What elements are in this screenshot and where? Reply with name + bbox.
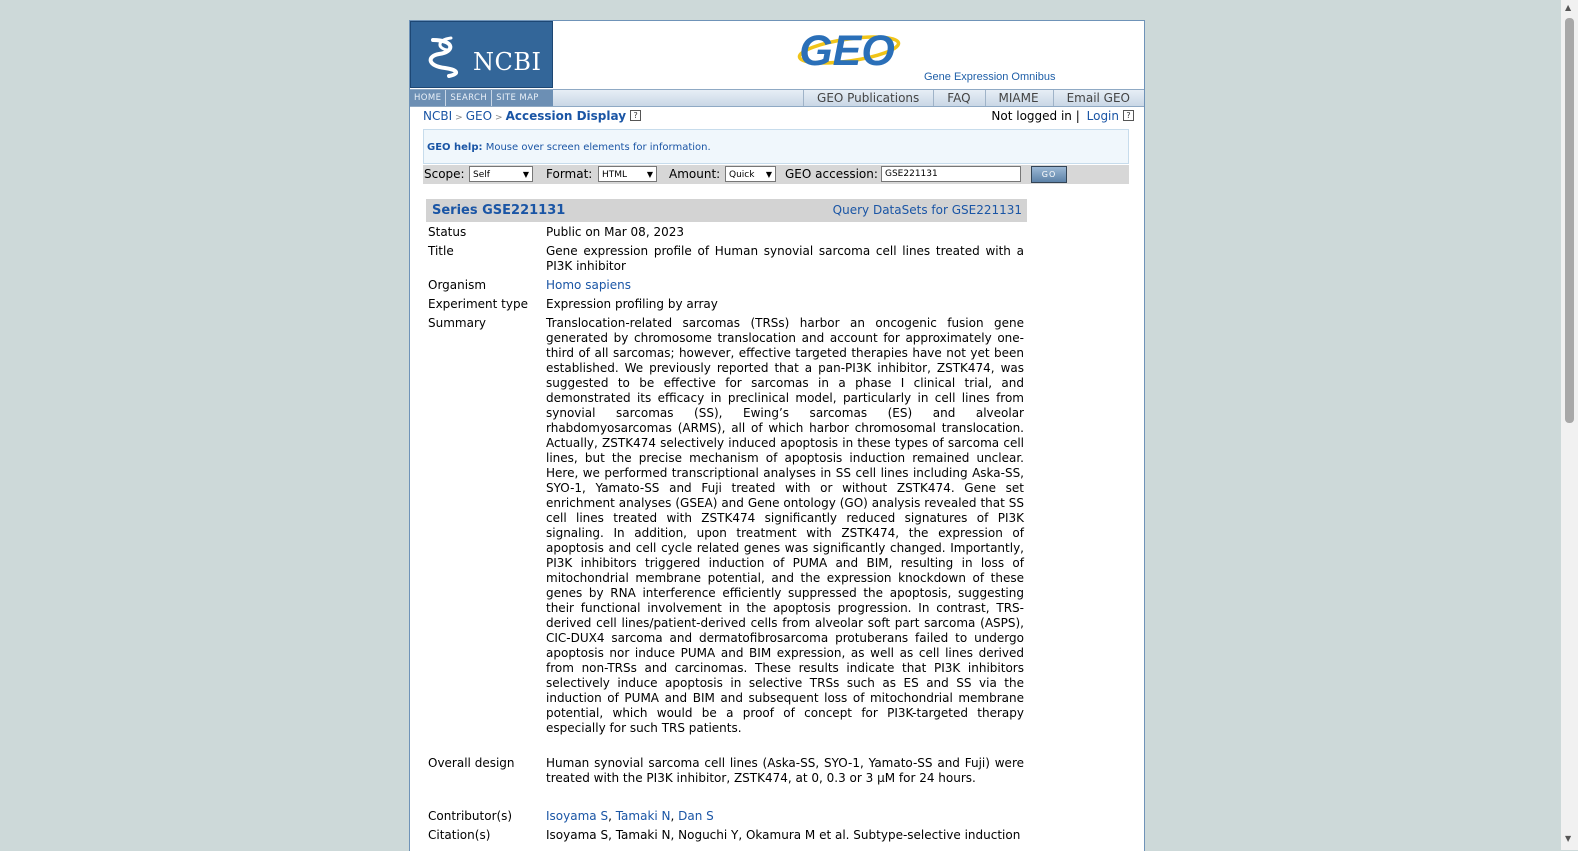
chevron-down-icon: ▼	[646, 170, 653, 179]
nav-search[interactable]: SEARCH	[446, 90, 492, 106]
contributor-link[interactable]: Dan S	[678, 809, 714, 823]
login-divider: |	[1075, 109, 1080, 123]
citation-value: Isoyama S, Tamaki N, Noguchi Y, Okamura M et al. Subtype-selective induction	[546, 828, 1021, 842]
breadcrumb-ncbi[interactable]: NCBI	[423, 109, 453, 123]
nav-geo-publications[interactable]: GEO Publications	[803, 90, 933, 106]
amount-select[interactable]	[725, 166, 776, 182]
amount-label: Amount:	[669, 167, 721, 181]
ncbi-logo[interactable]	[410, 21, 553, 88]
help-text: Mouse over screen elements for information.	[485, 142, 711, 153]
help-icon[interactable]: ?	[630, 110, 641, 121]
experiment-type-value: Expression profiling by array	[546, 297, 718, 311]
breadcrumb	[423, 109, 641, 123]
title-label: Title	[428, 244, 454, 258]
overall-design-label: Overall design	[428, 756, 515, 770]
query-datasets-link[interactable]: Query DataSets for GSE221131	[832, 203, 1022, 217]
page-container	[409, 20, 1145, 851]
format-label: Format:	[546, 167, 593, 181]
scroll-thumb[interactable]	[1565, 18, 1574, 423]
ncbi-nav	[410, 90, 553, 106]
breadcrumb-separator: >	[495, 113, 503, 123]
summary-label: Summary	[428, 316, 486, 330]
status-value: Public on Mar 08, 2023	[546, 225, 684, 239]
contributors-label: Contributor(s)	[428, 809, 513, 823]
breadcrumb-current: Accession Display	[505, 109, 627, 123]
geo-nav	[803, 90, 1144, 106]
scope-select[interactable]	[469, 166, 533, 182]
scroll-up-icon[interactable]: ▲	[1565, 3, 1572, 12]
series-header	[426, 199, 1027, 222]
ncbi-logo-text: NCBI	[473, 48, 542, 76]
accession-form	[423, 165, 1129, 184]
organism-link[interactable]: Homo sapiens	[546, 278, 632, 292]
geo-subtitle: Gene Expression Omnibus	[924, 71, 1056, 83]
go-button[interactable]: GO	[1031, 166, 1067, 183]
geo-help-box	[423, 129, 1129, 164]
login-status: Not logged in	[991, 109, 1072, 123]
geo-logo[interactable]	[553, 21, 1143, 88]
contributor-link[interactable]: Tamaki N	[615, 809, 671, 823]
help-label: GEO help:	[427, 142, 483, 153]
title-value: Gene expression profile of Human synovial sarcoma cell lines treated with a PI3K inhibitor	[546, 244, 1024, 273]
nav-email-geo[interactable]: Email GEO	[1053, 90, 1144, 106]
login-area	[991, 109, 1134, 123]
geo-logo-graphic	[791, 25, 903, 73]
format-select[interactable]	[598, 166, 657, 182]
scrollbar[interactable]	[1561, 0, 1578, 850]
contributor-link[interactable]: Isoyama S	[546, 809, 609, 823]
breadcrumb-geo[interactable]: GEO	[465, 109, 493, 123]
nav-home[interactable]: HOME	[410, 90, 446, 106]
help-icon[interactable]: ?	[1123, 110, 1134, 121]
scroll-down-icon[interactable]: ▼	[1565, 834, 1572, 843]
chevron-down-icon: ▼	[765, 170, 772, 179]
scope-label: Scope:	[424, 167, 465, 181]
summary-value: Translocation-related sarcomas (TRSs) harbor an oncogenic fusion gene generated by chromosome translocation and account for approximately one-third of all sarcomas; however, effective targeted therapies have not yet been established. We previously reported that a pan-PI3K inhibitor, ZSTK474, was suggested to be effective for sarcomas in a phase I clinical trial, and demonstrated its efficacy in preclinical model, particularly in cell lines from synovial sarcomas (SS), Ewing’s sarcomas (ES) and alveolar rhabdomyosarcomas (ARMS), all of which harbor chromosomal translocation. Actually, ZSTK474 selectively induced apoptosis in these types of sarcoma cell lines, but the precise mechanism of apoptosis induction remained unclear. Here, we performed transcriptional analyses in SS cell lines including Aska-SS, SYO-1, Yamato-SS and Fuji treated with or without ZSTK474. Gene set enrichment analyses (GSEA) and Gene ontology (GO) analysis revealed that SS cell lines treated with ZSTK474 significantly reduced signatures of PI3K signaling. In addition, upon treatment with ZSTK474, the expression of apoptosis and cell cycle related genes was significantly changed. Importantly, PI3K inhibitors triggered induction of PUMA and BIM, resulting in loss of mitochondrial membrane potential, and the expression knockdown of these genes by RNA interference efficiently suppressed the apoptosis, suggesting their functional involvement in the apoptosis progression. In contrast, TRS-derived cell lines/patient-derived cells from alveolar soft part sarcoma (ASPS), CIC-DUX4 sarcoma and dermatofibrosarcoma protuberans failed to undergo apoptosis nor induce PUMA and BIM expression, as well as cell lines derived from non-TRSs and carcinomas. These results indicate that PI3K inhibitors selectively induce apoptosis in selective TRSs such as ES and SS via the induction of PUMA and BIM and subsequent loss of mitochondrial membrane potential, which would be a proof of concept for PI3K-targeted therapy especially for such TRS patients.	[546, 316, 1024, 735]
nav-site-map[interactable]: SITE MAP	[496, 93, 539, 103]
amount-value: Quick	[729, 170, 755, 180]
citation-label: Citation(s)	[428, 828, 491, 842]
chevron-down-icon: ▼	[522, 170, 529, 179]
scope-value: Self	[473, 170, 490, 180]
nav-bar	[410, 89, 1144, 107]
login-link[interactable]: Login	[1086, 109, 1119, 123]
contributors-list: Isoyama S, Tamaki N, Dan S	[546, 809, 714, 823]
status-label: Status	[428, 225, 467, 239]
series-title: Series GSE221131	[432, 203, 566, 218]
accession-label: GEO accession:	[785, 167, 878, 181]
organism-label: Organism	[428, 278, 487, 292]
breadcrumb-separator: >	[455, 113, 463, 123]
overall-design-value: Human synovial sarcoma cell lines (Aska-SS, SYO-1, Yamato-SS and Fuji) were treated with the PI3K inhibitor, ZSTK474, at 0, 0.3 or 3 μM for 24 hours.	[546, 756, 1024, 785]
geo-logo-text: GEO	[799, 27, 895, 73]
accession-input[interactable]: GSE221131	[881, 166, 1021, 182]
nav-faq[interactable]: FAQ	[933, 90, 984, 106]
format-value: HTML	[602, 170, 628, 180]
experiment-type-label: Experiment type	[428, 297, 528, 311]
dna-helix-icon	[425, 34, 465, 78]
nav-miame[interactable]: MIAME	[985, 90, 1053, 106]
